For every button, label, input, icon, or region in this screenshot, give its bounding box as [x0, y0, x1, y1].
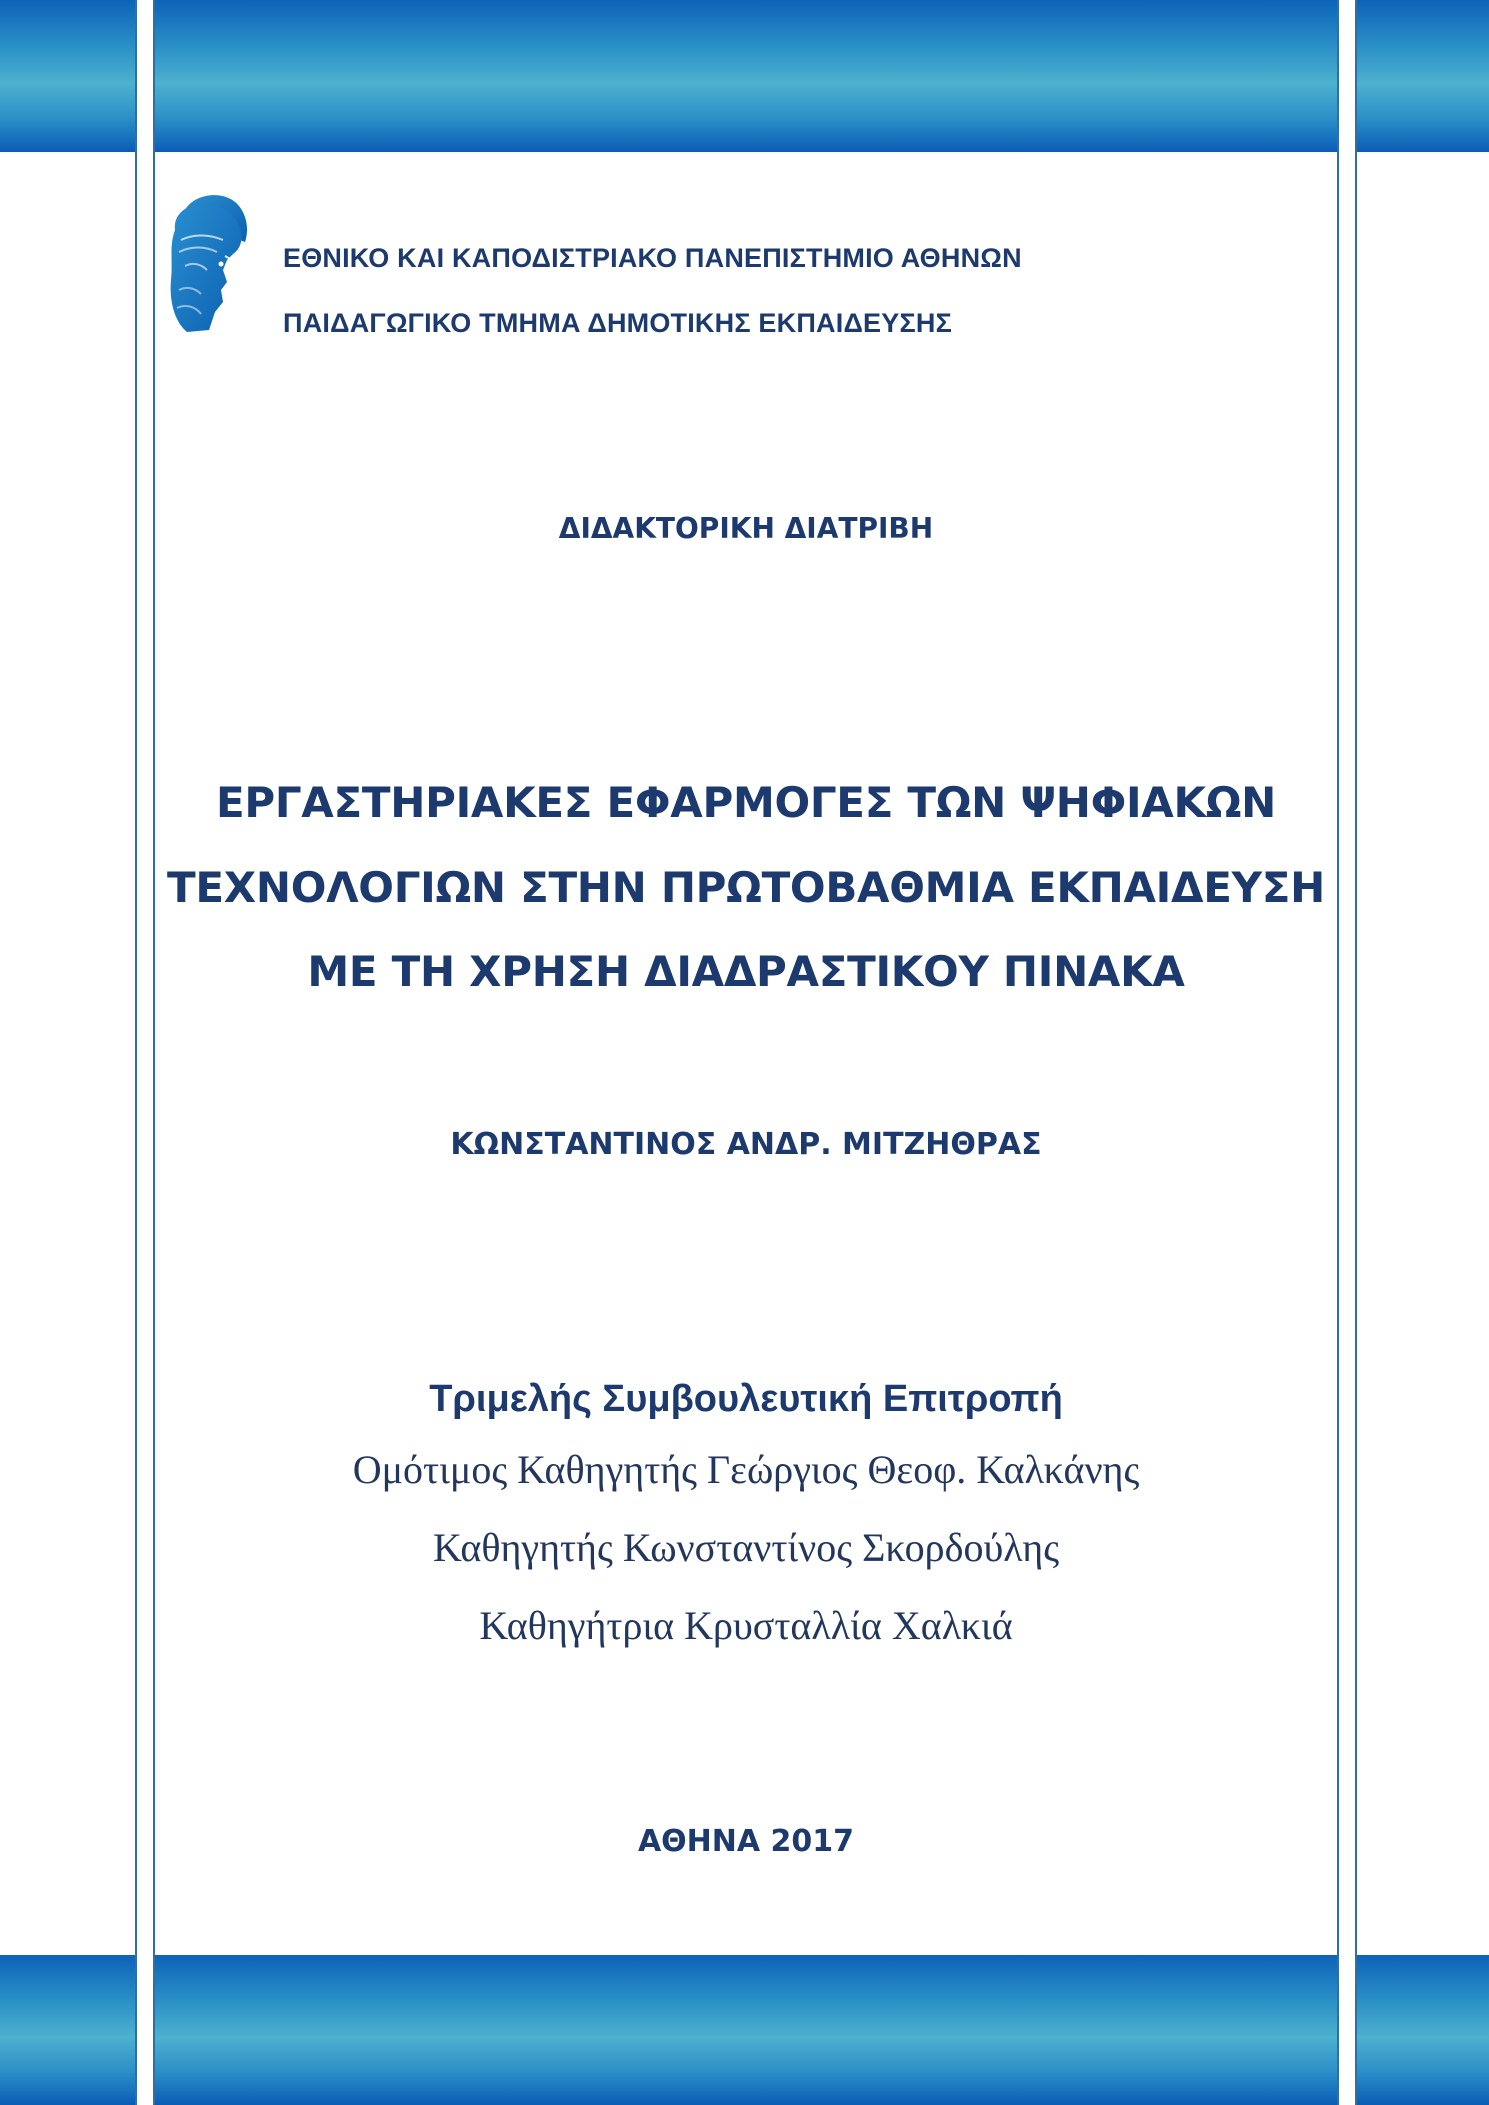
frame-line-right-outer — [1355, 0, 1357, 2105]
athena-head-icon — [165, 190, 255, 338]
committee-heading: Τριμελής Συμβουλευτική Επιτροπή — [429, 1378, 1063, 1420]
author-name: ΚΩΝΣΤΑΝΤΙΝΟΣ ΑΝΔΡ. ΜΙΤΖΗΘΡΑΣ — [450, 1127, 1042, 1162]
frame-line-left-inner — [153, 0, 155, 2105]
top-band-center — [155, 0, 1337, 152]
place-year: ΑΘΗΝΑ 2017 — [637, 1824, 855, 1859]
thesis-title-line-1: ΕΡΓΑΣΤΗΡΙΑΚΕΣ ΕΦΑΡΜΟΓΕΣ ΤΩΝ ΨΗΦΙΑΚΩΝ — [215, 778, 1277, 827]
committee-member: Ομότιμος Καθηγητής Γεώργιος Θεοφ. Καλκάνης — [352, 1447, 1140, 1492]
document-type: ΔΙΔΑΚΤΟΡΙΚΗ ΔΙΑΤΡΙΒΗ — [558, 512, 934, 545]
university-name: ΕΘΝΙΚΟ ΚΑΙ ΚΑΠΟΔΙΣΤΡΙΑΚΟ ΠΑΝΕΠΙΣΤΗΜΙΟ ΑΘΗΝΩΝ — [283, 243, 1022, 273]
committee-member: Καθηγήτρια Κρυσταλλία Χαλκιά — [479, 1603, 1013, 1648]
frame-line-left-outer — [135, 0, 137, 2105]
department-name: ΠΑΙΔΑΓΩΓΙΚΟ ΤΜΗΜΑ ΔΗΜΟΤΙΚΗΣ ΕΚΠΑΙΔΕΥΣΗΣ — [283, 308, 952, 338]
bottom-band-right — [1357, 1955, 1489, 2105]
committee-member: Καθηγητής Κωνσταντίνος Σκορδούλης — [432, 1525, 1060, 1570]
bottom-band-center — [155, 1955, 1337, 2105]
top-band-right — [1357, 0, 1489, 152]
frame-line-right-inner — [1337, 0, 1339, 2105]
bottom-band-left — [0, 1955, 135, 2105]
thesis-title-line-3: ΜΕ ΤΗ ΧΡΗΣΗ ΔΙΑΔΡΑΣΤΙΚΟΥ ΠΙΝΑΚΑ — [307, 947, 1185, 996]
thesis-title-line-2: ΤΕΧΝΟΛΟΓΙΩΝ ΣΤΗΝ ΠΡΩΤΟΒΑΘΜΙΑ ΕΚΠΑΙΔΕΥΣΗ — [167, 863, 1325, 912]
top-band-left — [0, 0, 135, 152]
